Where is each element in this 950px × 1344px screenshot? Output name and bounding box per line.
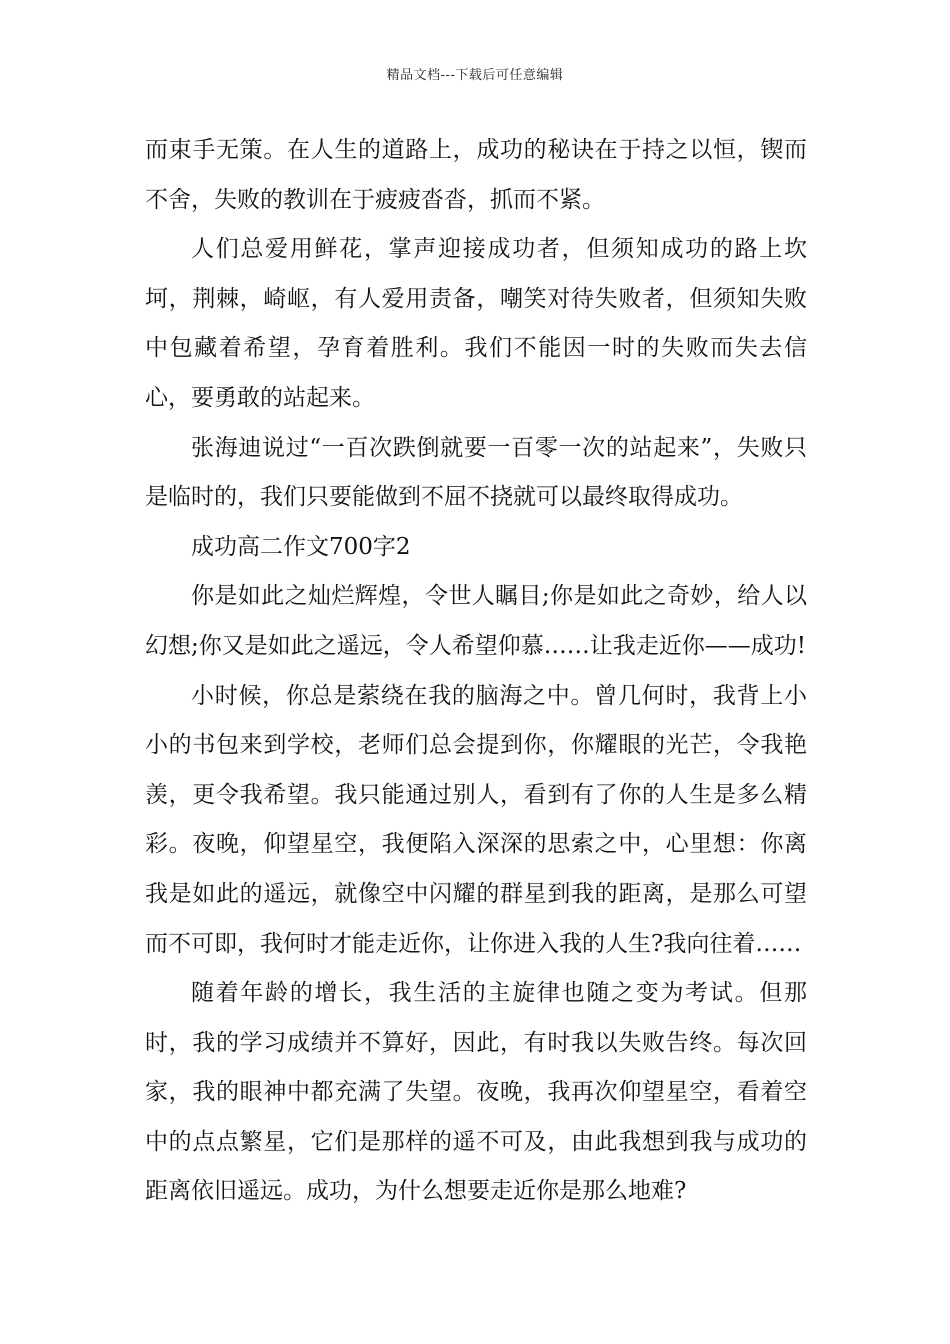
document-body — [145, 126, 807, 1217]
page-header: 精品文档---下载后可任意编辑 — [386, 68, 564, 83]
paragraph-continued: 而束手无策。在人生的道路上，成功的秘诀在于持之以恒，锲而不舍，失败的教训在于疲疲沓沓，抓而不紧。 — [145, 137, 807, 213]
paragraph: 人们总爱用鲜花，掌声迎接成功者，但须知成功的路上坎坷，荆棘，崎岖，有人爱用责备，嘲笑对待失败者，但须知失败中包藏着希望，孕育着胜利。我们不能因一时的失败而失去信心，要勇敢的站起来。 — [145, 236, 807, 411]
paragraph: 你是如此之灿烂辉煌，令世人瞩目;你是如此之奇妙，给人以幻想;你又是如此之遥远，令人希望仰慕……让我走近你——成功! — [145, 583, 807, 659]
paragraph: 随着年龄的增长，我生活的主旋律也随之变为考试。但那时，我的学习成绩并不算好，因此，有时我以失败告终。每次回家，我的眼神中都充满了失望。夜晚，我再次仰望星空，看着空中的点点繁星，它们是那样的遥不可及，由此我想到我与成功的距离依旧遥远。成功，为什么想要走近你是那么地难? — [145, 980, 807, 1205]
paragraph: 小时候，你总是萦绕在我的脑海之中。曾几何时，我背上小小的书包来到学校，老师们总会提到你，你耀眼的光芒，令我艳羡，更令我希望。我只能通过别人，看到有了你的人生是多么精彩。夜晚，仰望星空，我便陷入深深的思索之中，心里想：你离我是如此的遥远，就像空中闪耀的群星到我的距离，是那么可望而不可即，我何时才能走近你，让你进入我的人生?我向往着…… — [145, 682, 807, 957]
section-title: 成功高二作文700字2 — [191, 533, 411, 560]
paragraph: 张海迪说过“一百次跌倒就要一百零一次的站起来”，失败只是临时的，我们只要能做到不屈不挠就可以最终取得成功。 — [145, 434, 807, 511]
